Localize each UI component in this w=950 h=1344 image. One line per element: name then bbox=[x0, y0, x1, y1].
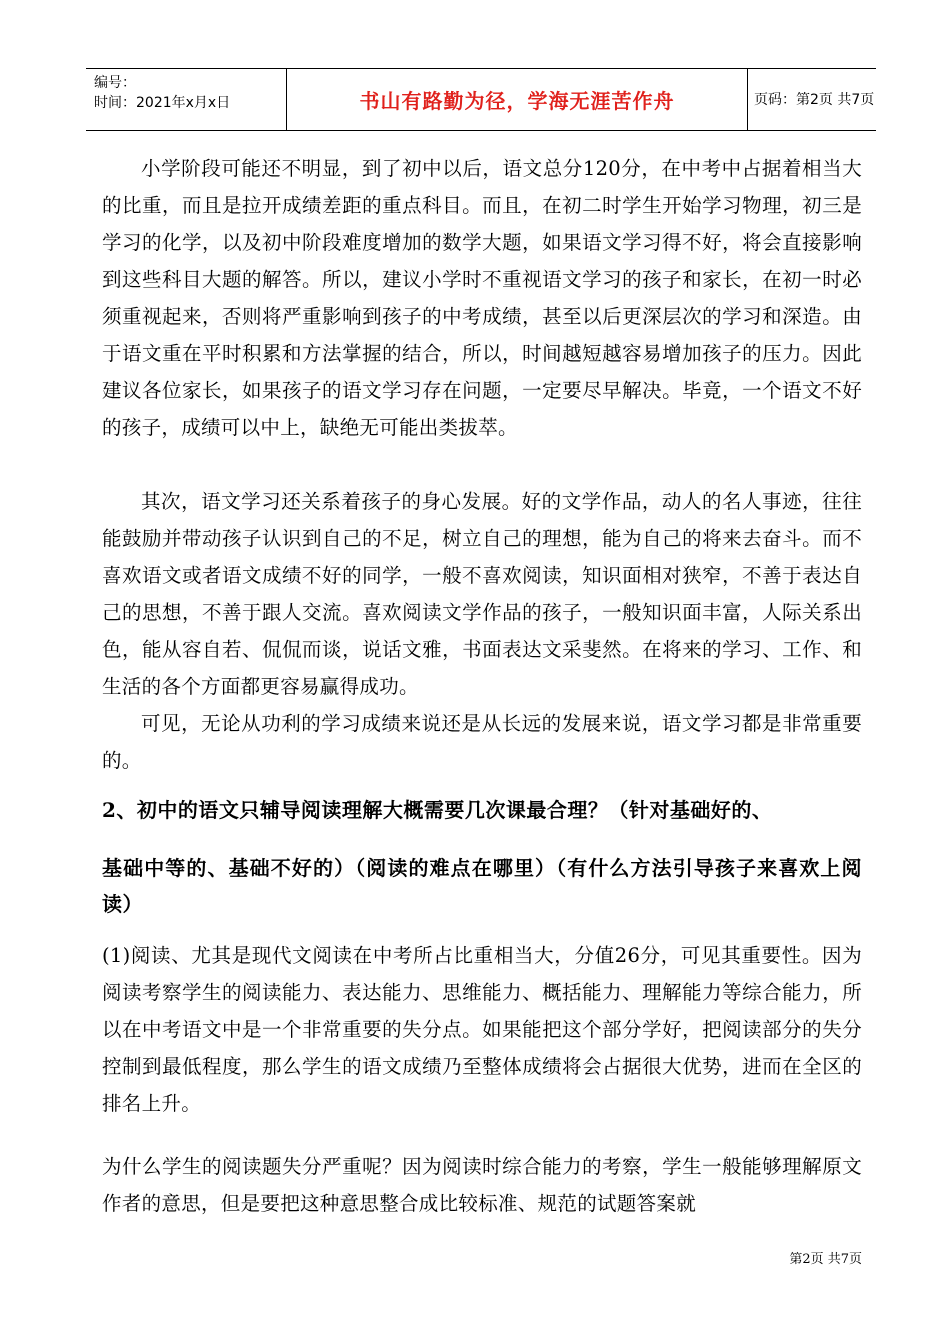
paragraph-4: (1)阅读、尤其是现代文阅读在中考所占比重相当大，分值26分，可见其重要性。因为阅读考察学生的阅读能力、表达能力、思维能力、概括能力、理解能力等综合能力，所以在中考语文中是一个非常重要的失分点。如果能把这个部分学好，把阅读部分的失分控制到最低程度，那么学生的语文成绩乃至整体成绩将会占据很大优势，进而在全区的排名上升。 bbox=[102, 944, 862, 1115]
paragraph-5: 为什么学生的阅读题失分严重呢？因为阅读时综合能力的考察，学生一般能够理解原文作者的意思，但是要把这种意思整合成比较标准、规范的试题答案就 bbox=[102, 1155, 862, 1215]
page-footer: 第2页 共7页 bbox=[789, 1252, 862, 1267]
section-heading-line-2: 基础中等的、基础不好的）（阅读的难点在哪里）（有什么方法引导孩子来喜欢上阅读） bbox=[102, 856, 862, 916]
section-heading-line-1: 2、初中的语文只辅导阅读理解大概需要几次课最合理？（针对基础好的、 bbox=[102, 798, 773, 822]
paragraph-3: 可见，无论从功利的学习成绩来说还是从长远的发展来说，语文学习都是非常重要的。 bbox=[102, 712, 862, 772]
header-motto-cell bbox=[287, 69, 748, 130]
paragraph-1: 小学阶段可能还不明显，到了初中以后，语文总分120分，在中考中占据着相当大的比重，而且是拉开成绩差距的重点科目。而且，在初二时学生开始学习物理，初三是学习的化学，以及初中阶段难度增加的数学大题，如果语文学习得不好，将会直接影响到这些科目大题的解答。所以，建议小学时不重视语文学习的孩子和家长，在初一时必须重视起来，否则将严重影响到孩子的中考成绩，甚至以后更深层次的学习和深造。由于语文重在平时积累和方法掌握的结合，所以，时间越短越容易增加孩子的压力。因此建议各位家长，如果孩子的语文学习存在问题，一定要尽早解决。毕竟，一个语文不好的孩子，成绩可以中上，缺绝无可能出类拔萃。 bbox=[102, 157, 862, 439]
document-time-label: 时间：2021年x月x日 bbox=[94, 95, 231, 111]
document-number-label: 编号： bbox=[94, 75, 136, 91]
header-motto: 书山有路勤为径，学海无涯苦作舟 bbox=[359, 89, 675, 113]
document-header bbox=[86, 68, 876, 131]
header-meta-cell bbox=[86, 69, 287, 130]
header-page-cell bbox=[748, 69, 876, 130]
paragraph-2: 其次，语文学习还关系着孩子的身心发展。好的文学作品，动人的名人事迹，往往能鼓励并带动孩子认识到自己的不足，树立自己的理想，能为自己的将来去奋斗。而不喜欢语文或者语文成绩不好的同学，一般不喜欢阅读，知识面相对狭窄，不善于表达自己的思想，不善于跟人交流。喜欢阅读文学作品的孩子，一般知识面丰富，人际关系出色，能从容自若、侃侃而谈，说话文雅，书面表达文采斐然。在将来的学习、工作、和生活的各个方面都更容易赢得成功。 bbox=[102, 490, 862, 698]
header-page-label: 页码：第2页 共7页 bbox=[754, 91, 875, 108]
